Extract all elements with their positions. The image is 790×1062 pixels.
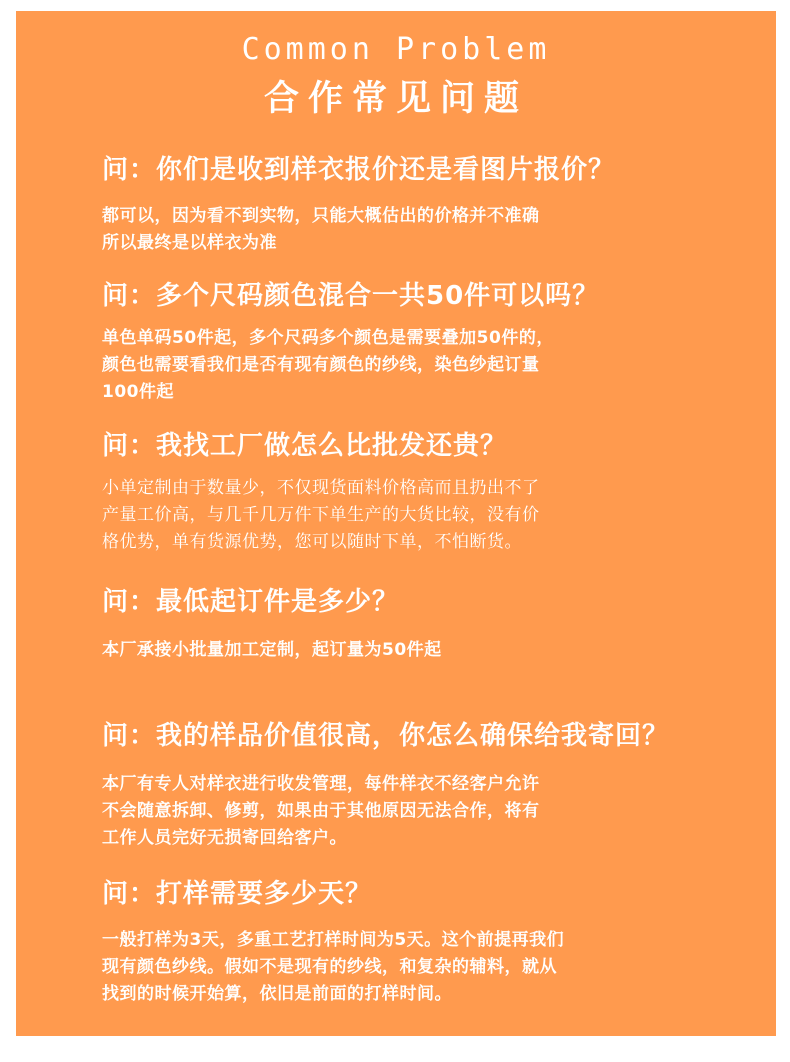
faq-question: 问：我的样品价值很高，你怎么确保给我寄回？ bbox=[102, 721, 670, 751]
faq-item-price bbox=[102, 429, 762, 556]
faq-item-sampling-time bbox=[102, 877, 762, 1008]
faq-item-minimum-order bbox=[102, 585, 762, 664]
faq-answer: 都可以，因为看不到实物，只能大概估出的价格并不准确 所以最终是以样衣为准 bbox=[102, 206, 540, 253]
faq-item-quote-method bbox=[102, 153, 762, 257]
faq-question: 问：最低起订件是多少？ bbox=[102, 587, 400, 617]
faq-question: 问：我找工厂做怎么比批发还贵？ bbox=[102, 431, 508, 461]
faq-item-mixed-sizes bbox=[102, 279, 762, 406]
faq-question: 问：你们是收到样衣报价还是看图片报价？ bbox=[102, 155, 616, 185]
faq-answer: 一般打样为3天，多重工艺打样时间为5天。这个前提再我们 现有颜色纱线。假如不是现有的纱线，和复杂的辅料，就从 找到的时候开始算，依旧是前面的打样时间。 bbox=[102, 930, 565, 1004]
faq-panel bbox=[16, 11, 776, 1036]
faq-question: 问：多个尺码颜色混合一共50件可以吗？ bbox=[102, 281, 600, 311]
faq-answer: 本厂承接小批量加工定制，起订量为50件起 bbox=[102, 640, 442, 660]
faq-item-sample-return bbox=[102, 719, 762, 852]
faq-answer: 小单定制由于数量少，不仅现货面料价格高而且扔出不了 产量工价高，与几千几万件下单生产的大货比较，没有价 格优势，单有货源优势，您可以随时下单，不怕断货。 bbox=[102, 478, 540, 552]
faq-answer: 本厂有专人对样衣进行收发管理，每件样衣不经客户允许 不会随意拆卸、修剪，如果由于其他原因无法合作，将有 工作人员完好无损寄回给客户。 bbox=[102, 774, 540, 848]
page-title-english: Common Problem bbox=[241, 32, 551, 67]
faq-question: 问：打样需要多少天？ bbox=[102, 879, 373, 909]
faq-answer: 单色单码50件起，多个尺码多个颜色是需要叠加50件的， 颜色也需要看我们是否有现有颜色的纱线，染色纱起订量 100件起 bbox=[102, 328, 554, 402]
page-title: 合作常见问题 bbox=[263, 79, 528, 119]
